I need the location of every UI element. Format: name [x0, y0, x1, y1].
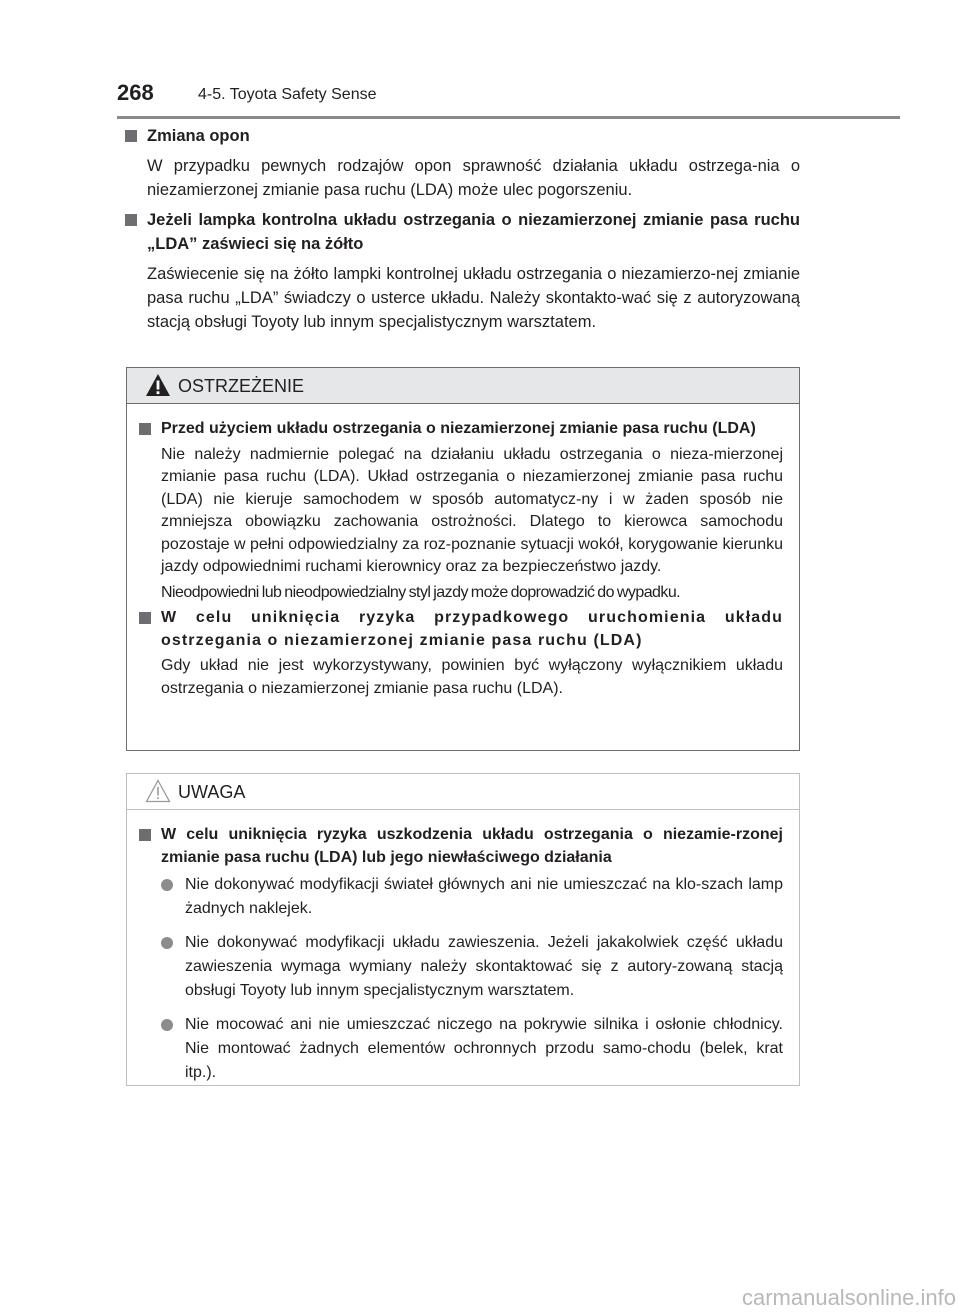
page-number: 268: [117, 80, 154, 105]
warning-triangle-icon: [145, 373, 171, 397]
square-bullet-icon: [139, 612, 151, 624]
notice-bullet-hood: [139, 1013, 783, 1085]
bullet-text: Nie dokonywać modyfikacji świateł głównych ani nie umieszczać na klo-szach lamp żadnych naklejek.: [185, 876, 783, 917]
notice-bullet-headlights: [139, 873, 783, 921]
warning-paragraph-switch-off: Gdy układ nie jest wykorzystywany, powinien być wyłączony wyłącznikiem układu ostrzegania o niezamierzonej zmianie pasa ruchu (LDA).: [161, 657, 783, 697]
heading-text: Zmiana opon: [147, 127, 250, 145]
notice-bullet-suspension: [139, 931, 783, 1003]
round-bullet-icon: [161, 1019, 173, 1031]
round-bullet-icon: [161, 937, 173, 949]
paragraph-lda-lamp: Zaświecenie się na żółto lampki kontrolnej układu ostrzegania o niezamierzo-nej zmianie pasa ruchu „LDA” świadczy o usterce układu. Należy skontakto-wać się z autoryzowaną stacją obsługi Toyoty lub innym specjalistycznym warsztatem.: [147, 265, 800, 331]
round-bullet-icon: [161, 879, 173, 891]
caution-triangle-icon: [145, 779, 171, 803]
warning-paragraph-accident: Nieodpowiedni lub nieodpowiedzialny styl jazdy może doprowadzić do wypadku.: [161, 583, 681, 601]
page-header: [117, 78, 900, 119]
paragraph-tire-change: W przypadku pewnych rodzajów opon sprawność działania układu ostrzega-nia o niezamierzonej zmianie pasa ruchu (LDA) może ulec pogorszeniu.: [147, 157, 800, 199]
notice-header: [127, 774, 799, 810]
section-title: 4-5. Toyota Safety Sense: [198, 86, 377, 103]
heading-text: W celu uniknięcia ryzyka uszkodzenia układu ostrzegania o niezamie-rzonej zmianie pasa ruchu (LDA) lub jego niewłaściwego działania: [161, 826, 783, 866]
notice-heading-damage: [139, 824, 783, 869]
heading-lda-lamp: [125, 208, 800, 256]
bullet-text: Nie dokonywać modyfikacji układu zawieszenia. Jeżeli jakakolwiek część układu zawieszenia wymaga wymiany należy skontaktować się z autory-zowaną stacją obsługi Toyoty lub innym specjalistycznym warsztatem.: [185, 934, 783, 999]
warning-paragraph-reliance: Nie należy nadmiernie polegać na działaniu układu ostrzegania o nieza-mierzonej zmianie pasa ruchu (LDA). Układ ostrzegania o niezamierzonej zmianie pasa ruchu (LDA) nie kieruje samochodem w sposób automatycz-ny i w żaden sposób nie zmniejsza obowiązku zachowania ostrożności. Dlatego to kierowca samochodu pozostaje w pełni odpowiedzialny za roz-poznanie sytuacji wokół, korygowanie kierunku jazdy odpowiednimi ruchami kierownicy oraz za bezpieczeństwo jazdy.: [161, 445, 783, 575]
warning-heading-before-use: [139, 418, 783, 441]
bullet-text: Nie mocować ani nie umieszczać niczego na pokrywie silnika i osłonie chłodnicy. Nie montować żadnych elementów ochronnych przodu samo-chodu (belek, krat itp.).: [185, 1016, 783, 1081]
heading-text: Przed użyciem układu ostrzegania o niezamierzonej zmianie pasa ruchu (LDA): [161, 420, 756, 437]
square-bullet-icon: [125, 214, 137, 226]
intro-section: [125, 124, 800, 340]
warning-heading-accidental-activation: [139, 607, 783, 652]
notice-title: UWAGA: [178, 782, 246, 802]
square-bullet-icon: [139, 423, 151, 435]
warning-box: [126, 367, 800, 751]
notice-box: [126, 773, 800, 1086]
warning-title: OSTRZEŻENIE: [178, 376, 305, 396]
square-bullet-icon: [125, 130, 137, 142]
heading-tire-change: [125, 124, 800, 148]
watermark: carmanualsonline.info: [741, 1285, 956, 1310]
heading-text: Jeżeli lampka kontrolna układu ostrzegania o niezamierzonej zmianie pasa ruchu „LDA” zaświeci się na żółto: [147, 211, 800, 253]
warning-header: [127, 368, 799, 404]
square-bullet-icon: [139, 829, 151, 841]
heading-text: W celu uniknięcia ryzyka przypadkowego uruchomienia układu ostrzegania o niezamierzonej zmianie pasa ruchu (LDA): [161, 609, 783, 649]
warning-body: [127, 404, 799, 700]
notice-body: [127, 810, 799, 1085]
